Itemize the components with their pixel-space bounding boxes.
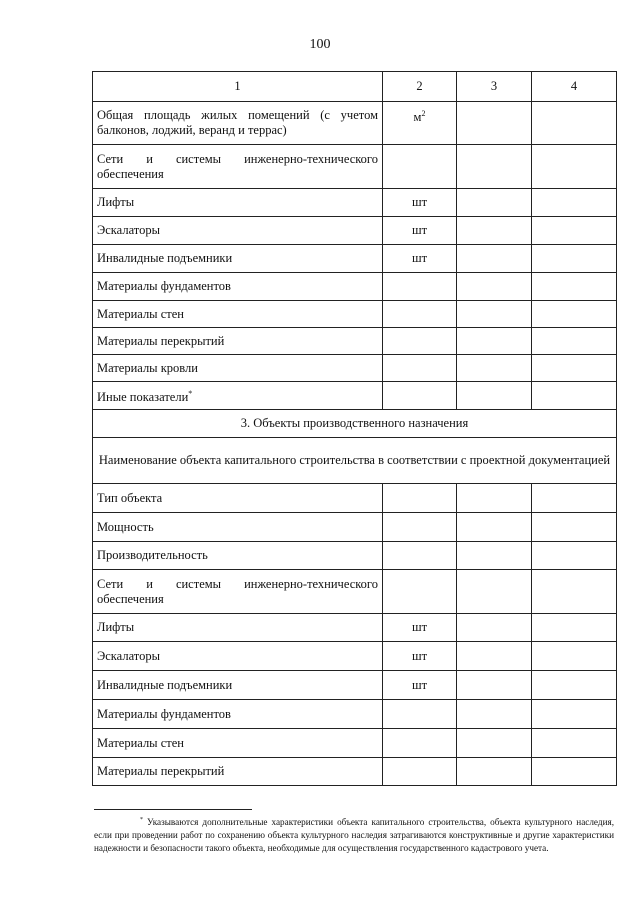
row-unit: шт <box>383 189 457 217</box>
table-row <box>93 102 617 145</box>
row-value-3 <box>457 301 532 328</box>
row-value-3 <box>457 542 532 570</box>
row-unit <box>383 145 457 189</box>
row-value-4 <box>532 355 617 382</box>
section-subtitle: Наименование объекта капитального строительства в соответствии с проектной документацией <box>93 438 617 484</box>
table-row <box>93 758 617 786</box>
table-row <box>93 328 617 355</box>
row-value-4 <box>532 570 617 614</box>
table-row <box>93 301 617 328</box>
header-cell-2: 2 <box>383 72 457 102</box>
table-row <box>93 355 617 382</box>
header-cell-3: 3 <box>457 72 532 102</box>
row-value-3 <box>457 642 532 671</box>
row-unit <box>383 328 457 355</box>
table-row <box>93 700 617 729</box>
table-row <box>93 382 617 410</box>
row-name: Материалы фундаментов <box>93 273 383 301</box>
row-value-3 <box>457 102 532 145</box>
footnote-marker: * <box>188 388 193 398</box>
table-row <box>93 542 617 570</box>
row-unit <box>383 102 457 145</box>
row-name: Сети и системы инженерно-технического обеспечения <box>93 570 383 614</box>
row-name: Материалы кровли <box>93 355 383 382</box>
row-name: Материалы стен <box>93 301 383 328</box>
row-unit: шт <box>383 245 457 273</box>
row-unit <box>383 542 457 570</box>
page-number: 100 <box>309 37 331 52</box>
row-unit <box>383 355 457 382</box>
unit-superscript: 2 <box>421 109 426 118</box>
row-unit <box>383 382 457 410</box>
table-row <box>93 614 617 642</box>
row-unit: шт <box>383 614 457 642</box>
section-subtitle-row <box>93 438 617 484</box>
row-value-3 <box>457 245 532 273</box>
row-value-3 <box>457 729 532 758</box>
row-name: Материалы перекрытий <box>93 328 383 355</box>
table-row <box>93 729 617 758</box>
header-cell-1: 1 <box>93 72 383 102</box>
row-value-4 <box>532 542 617 570</box>
row-unit <box>383 700 457 729</box>
row-value-4 <box>532 614 617 642</box>
row-name: Материалы фундаментов <box>93 700 383 729</box>
row-unit <box>383 513 457 542</box>
row-value-4 <box>532 700 617 729</box>
row-name: Сети и системы инженерно-технического обеспечения <box>93 145 383 189</box>
row-value-4 <box>532 189 617 217</box>
row-name: Инвалидные подъемники <box>93 671 383 700</box>
table-row <box>93 245 617 273</box>
footnote-text: Указываются дополнительные характеристики объекта капитального строительства, объекта культурного наследия, если при проведении работ по сохранению объекта культурного наследия затрагиваются конструктивные и другие характеристики надежности и безопасности такого объекта, необходимые для осуществления государственного кадастрового учета. <box>94 817 615 854</box>
unit-text: м <box>413 110 422 125</box>
row-value-3 <box>457 758 532 786</box>
row-unit: шт <box>383 217 457 245</box>
row-value-3 <box>457 570 532 614</box>
row-value-3 <box>457 217 532 245</box>
table-row <box>93 642 617 671</box>
row-name: Эскалаторы <box>93 217 383 245</box>
row-value-3 <box>457 484 532 513</box>
row-value-3 <box>457 614 532 642</box>
footnote <box>94 814 614 855</box>
header-cell-4: 4 <box>532 72 617 102</box>
table-row <box>93 273 617 301</box>
row-name: Тип объекта <box>93 484 383 513</box>
table-row <box>93 513 617 542</box>
row-value-4 <box>532 102 617 145</box>
row-unit <box>383 273 457 301</box>
row-value-4 <box>532 217 617 245</box>
row-name: Мощность <box>93 513 383 542</box>
table-row <box>93 570 617 614</box>
row-unit <box>383 301 457 328</box>
row-name-text: Иные показатели <box>97 390 189 405</box>
characteristics-table <box>92 71 617 786</box>
table-row <box>93 189 617 217</box>
row-unit <box>383 484 457 513</box>
table-row <box>93 671 617 700</box>
row-name: Материалы перекрытий <box>93 758 383 786</box>
row-value-3 <box>457 189 532 217</box>
row-value-4 <box>532 145 617 189</box>
row-value-4 <box>532 671 617 700</box>
row-value-4 <box>532 301 617 328</box>
table-row <box>93 217 617 245</box>
row-name: Общая площадь жилых помещений (с учетом балконов, лоджий, веранд и террас) <box>93 102 383 145</box>
row-unit <box>383 758 457 786</box>
row-name: Лифты <box>93 189 383 217</box>
row-value-4 <box>532 484 617 513</box>
table-row <box>93 484 617 513</box>
row-value-3 <box>457 671 532 700</box>
row-unit: шт <box>383 642 457 671</box>
row-name: Инвалидные подъемники <box>93 245 383 273</box>
row-value-3 <box>457 382 532 410</box>
row-value-3 <box>457 700 532 729</box>
row-value-4 <box>532 758 617 786</box>
table-row <box>93 145 617 189</box>
section-title: 3. Объекты производственного назначения <box>93 410 617 438</box>
row-value-4 <box>532 245 617 273</box>
row-value-4 <box>532 729 617 758</box>
row-unit: шт <box>383 671 457 700</box>
row-unit <box>383 570 457 614</box>
row-value-4 <box>532 328 617 355</box>
row-unit <box>383 729 457 758</box>
row-name <box>93 382 383 410</box>
row-value-3 <box>457 145 532 189</box>
row-value-3 <box>457 513 532 542</box>
header-row <box>93 72 617 102</box>
row-name: Производительность <box>93 542 383 570</box>
footnote-divider <box>94 809 252 810</box>
row-value-4 <box>532 382 617 410</box>
row-name: Лифты <box>93 614 383 642</box>
row-value-3 <box>457 328 532 355</box>
row-name: Материалы стен <box>93 729 383 758</box>
row-value-4 <box>532 513 617 542</box>
row-value-3 <box>457 355 532 382</box>
row-name: Эскалаторы <box>93 642 383 671</box>
row-value-4 <box>532 642 617 671</box>
row-value-3 <box>457 273 532 301</box>
footnote-marker: * <box>140 817 143 823</box>
row-value-4 <box>532 273 617 301</box>
section-title-row <box>93 410 617 438</box>
